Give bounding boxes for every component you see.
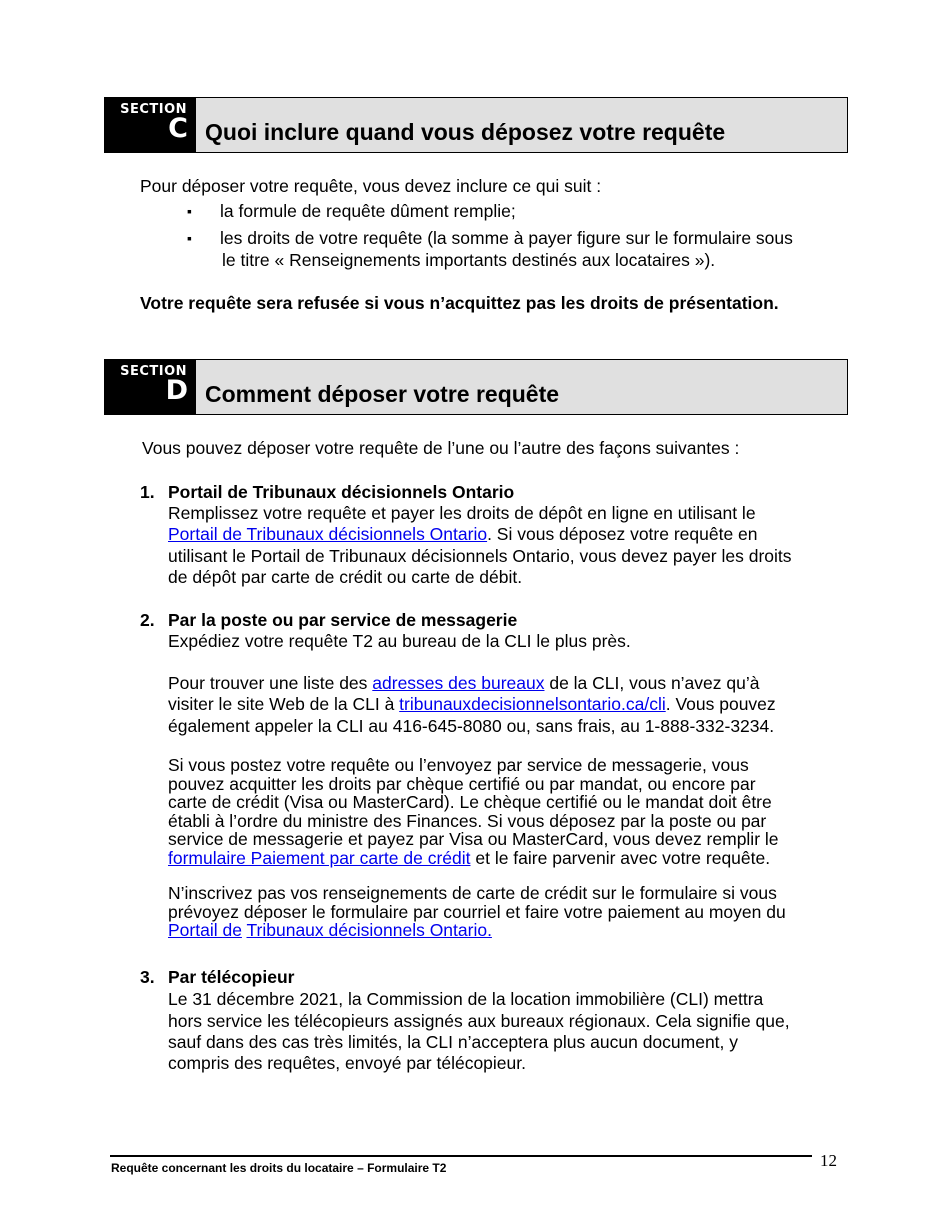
item-3-line-1: Le 31 décembre 2021, la Commission de la location immobilière (CLI) mettra (168, 989, 764, 1009)
item-1-line-2-rest: . Si vous déposez votre requête en (487, 524, 758, 544)
item-2-para-2-line-2 (168, 693, 776, 715)
page-number: 12 (820, 1151, 837, 1170)
item-2-para-4-line: N’inscrivez pas vos renseignements de carte de crédit sur le formulaire si vous (168, 883, 777, 903)
portal-link-part-2[interactable]: Tribunaux décisionnels Ontario. (246, 920, 492, 941)
credit-card-form-link[interactable]: formulaire Paiement par carte de crédit (168, 847, 471, 868)
bullet-marker: ▪ (187, 203, 192, 219)
bullet-marker: ▪ (187, 230, 192, 246)
section-c-title: Quoi inclure quand vous déposez votre requête (205, 119, 726, 145)
portal-link-part-1[interactable]: Portail de (168, 920, 242, 941)
item-3-number: 3. (140, 967, 155, 987)
item-2-heading: Par la poste ou par service de messagerie (168, 610, 518, 630)
item-1-number: 1. (140, 482, 155, 502)
footer-form-title: Requête concernant les droits du locataire – Formulaire T2 (111, 1161, 447, 1175)
section-c-bullet-2-cont: le titre « Renseignements importants destinés aux locataires »). (222, 250, 716, 270)
section-word: SECTION (120, 102, 187, 117)
section-c-warning: Votre requête sera refusée si vous n’acquittez pas les droits de présentation. (140, 293, 779, 313)
item-2-para-3-line: Si vous postez votre requête ou l’envoyez par service de messagerie, vous (168, 755, 749, 775)
office-addresses-link[interactable]: adresses des bureaux (372, 673, 545, 693)
text: de la CLI, vous n’avez qu’à (544, 673, 760, 693)
section-c-bullet-2: les droits de votre requête (la somme à payer figure sur le formulaire sous (220, 228, 793, 248)
item-1-line-1: Remplissez votre requête et payer les droits de dépôt en ligne en utilisant le (168, 503, 756, 523)
item-2-para-2-line-3: également appeler la CLI au 416-645-8080 ou, sans frais, au 1-888-332-3234. (168, 716, 775, 736)
section-c-header (104, 97, 848, 153)
item-2-para-4-line (168, 921, 786, 940)
item-2-para-3 (168, 756, 779, 868)
item-2-para-2-line-1 (168, 672, 759, 694)
item-3-heading: Par télécopieur (168, 967, 295, 987)
item-2-para-3-line: pouvez acquitter les droits par chèque certifié ou par mandat, ou encore par (168, 773, 756, 794)
item-2-number: 2. (140, 610, 155, 630)
item-1-line-4: de dépôt par carte de crédit ou carte de débit. (168, 567, 523, 587)
item-1-line-2 (168, 523, 758, 545)
section-d-title: Comment déposer votre requête (205, 381, 560, 407)
item-2-para-3-line: service de messagerie et payez par Visa ou MasterCard, vous devez remplir le (168, 829, 779, 850)
tribunaux-portal-link[interactable]: Portail de Tribunaux décisionnels Ontario (168, 524, 488, 544)
section-letter: D (165, 375, 188, 406)
section-letter: C (168, 113, 188, 144)
text: Pour trouver une liste des (168, 673, 373, 693)
text: visiter le site Web de la CLI à (168, 694, 400, 714)
tribunaux-website-link[interactable]: tribunauxdecisionnelsontario.ca/cli (399, 694, 666, 714)
section-d-label-box (104, 359, 196, 415)
section-word: SECTION (120, 364, 187, 379)
text: et le faire parvenir avec votre requête. (470, 847, 771, 868)
item-3-line-3: sauf dans des cas très limités, la CLI n’acceptera plus aucun document, y (168, 1032, 739, 1052)
item-2-para-4 (168, 884, 786, 940)
item-3-line-4: compris des requêtes, envoyé par télécopieur. (168, 1053, 526, 1073)
item-2-para-4-line: prévoyez déposer le formulaire par courriel et faire votre paiement au moyen du (168, 901, 786, 922)
footer-rule (110, 1155, 812, 1157)
section-d-header (104, 359, 848, 415)
section-c-intro: Pour déposer votre requête, vous devez inclure ce qui suit : (140, 176, 602, 196)
text: . Vous pouvez (665, 694, 776, 714)
item-2-para-3-line (168, 849, 779, 868)
item-1-line-3: utilisant le Portail de Tribunaux décisionnels Ontario, vous devez payer les droits (168, 546, 792, 566)
item-2-para-3-line: carte de crédit (Visa ou MasterCard). Le chèque certifié ou le mandat doit être (168, 792, 772, 813)
item-2-line-1: Expédiez votre requête T2 au bureau de la CLI le plus près. (168, 631, 631, 651)
section-c-bullet-1: la formule de requête dûment remplie; (220, 201, 516, 221)
section-c-label-box (104, 97, 196, 153)
item-3-line-2: hors service les télécopieurs assignés aux bureaux régionaux. Cela signifie que, (168, 1011, 790, 1031)
item-1-heading: Portail de Tribunaux décisionnels Ontario (168, 482, 515, 502)
section-d-intro: Vous pouvez déposer votre requête de l’une ou l’autre des façons suivantes : (142, 438, 740, 458)
item-2-para-3-line: établi à l’ordre du ministre des Finances. Si vous déposez par la poste ou par (168, 810, 767, 831)
